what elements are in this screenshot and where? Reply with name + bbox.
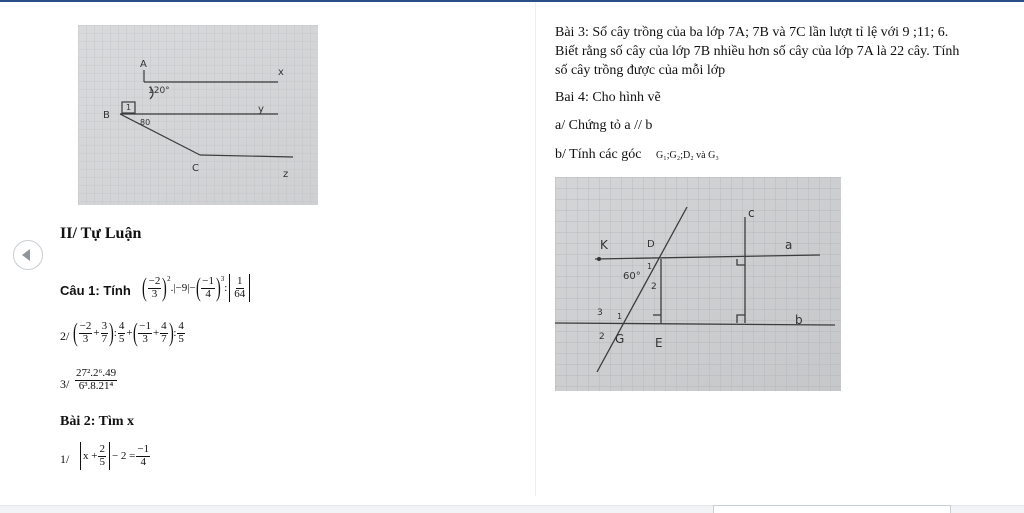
q4-rest: − 2 =: [111, 450, 136, 462]
bai4-part-a: a/ Chứng tỏ a // b: [555, 118, 653, 133]
q3-expression: [74, 368, 118, 392]
fig1-label-y: y: [258, 104, 264, 115]
q1-num-a: −2: [148, 274, 161, 287]
figure-2-drawing: [555, 177, 841, 391]
q2-c: 3: [101, 319, 108, 332]
q4-expression: [78, 442, 151, 470]
bai4-part-b: b/ Tính các góc: [555, 147, 642, 162]
bai3-line2: Biết rằng số cây của lớp 7B nhiều hơn số cây của lớp 7A là 22 cây. Tính: [555, 44, 960, 59]
fig1-label-1: 1: [126, 103, 132, 112]
fig2-label-2: 2: [651, 282, 657, 292]
q2-l: 5: [178, 332, 184, 345]
fig2-label-3: 3: [597, 308, 603, 318]
bai4-angles: G₁;G₂;D₂ và G₃: [656, 150, 719, 161]
figure-photo-2: [555, 177, 841, 391]
q4-b: 5: [99, 455, 105, 468]
q1-colon: :: [224, 282, 228, 294]
q1-exp2: 3: [220, 275, 225, 283]
q2-g: −1: [139, 319, 151, 332]
q1-num-c: −1: [202, 274, 215, 287]
bai3-line3: số cây trồng được của mỗi lớp: [555, 63, 726, 78]
q1-expression: ( $\frac{-2}{3}$ ) $^2$ .|−9|− ( $\frac{-1}{4}$ ) $^3$ : $\frac{1}{64}$: [142, 274, 252, 302]
fig2-label-b: b: [795, 313, 803, 327]
q1-den-d: 4: [205, 287, 211, 300]
q4-label: 1/: [60, 452, 70, 466]
q1-label: Câu 1: Tính: [60, 283, 131, 298]
q1-exp1: 2: [167, 275, 171, 283]
fig1-label-C: C: [192, 163, 199, 174]
fig1-label-80: 80: [140, 118, 151, 127]
q3-label: 3/: [60, 377, 70, 391]
fig2-label-G: G: [615, 332, 625, 346]
fig2-label-1: 1: [647, 262, 653, 271]
bai4-heading: Bai 4: Cho hình vẽ: [555, 90, 661, 105]
essay-heading: II/ Tự Luận: [60, 225, 142, 242]
fig1-label-z: z: [283, 169, 289, 180]
q2-a: −2: [79, 319, 92, 332]
fig2-label-2b: 2: [599, 332, 605, 342]
q2-k: 4: [178, 319, 184, 332]
q4-a: 2: [99, 442, 105, 455]
q1-mid: .|−9|−: [170, 282, 196, 294]
fig2-label-E: E: [655, 336, 663, 350]
fig1-label-B: B: [103, 110, 110, 121]
q1-num-e: 1: [237, 274, 243, 287]
q3-numerator: 27².2⁶.49: [76, 367, 117, 379]
fig2-label-K: K: [600, 238, 608, 252]
fig2-label-c: c: [748, 206, 755, 220]
q1-den-f: 64: [234, 287, 246, 300]
q2-expression: ( $\frac{-2}{3}$ + $\frac{3}{7}$ ) : $\frac{4}{5}$ + ( $\frac{-1}{3}$ + $\frac{4}{7}$ ) : $\frac{4}{5}$: [72, 318, 184, 347]
fig1-label-x: x: [278, 67, 284, 78]
fig2-label-60: 60°: [623, 271, 641, 282]
q2-i: 4: [161, 319, 167, 332]
previous-page-button[interactable]: [13, 240, 43, 270]
q4-x: x +: [83, 450, 98, 462]
fig1-label-120: 120°: [148, 86, 170, 96]
fig2-label-a: a: [785, 238, 793, 252]
fig2-label-1b: 1: [617, 312, 623, 321]
q2-d: 7: [101, 332, 108, 345]
figure-photo-1: [78, 25, 318, 205]
q2-label: 2/: [60, 329, 70, 343]
figure-1-drawing: [78, 25, 318, 205]
q4-d: 4: [140, 455, 146, 468]
bai3-line1: Bài 3: Số cây trồng của ba lớp 7A; 7B và 7C lần lượt tỉ lệ với 9 ;11; 6.: [555, 25, 949, 40]
q2-h: 3: [142, 332, 148, 345]
bai2-heading: Bài 2: Tìm x: [60, 414, 135, 429]
q2-e: 4: [118, 319, 125, 332]
fig2-label-D: D: [647, 239, 655, 250]
q3-denominator: 6³.8.21⁴: [78, 379, 114, 392]
q1-den-b: 3: [151, 287, 158, 300]
q2-b: 3: [82, 332, 89, 345]
column-divider: [535, 2, 536, 496]
top-border: [0, 0, 1024, 2]
q2-j: 7: [161, 332, 167, 345]
fig1-label-A: A: [140, 59, 147, 70]
q2-f: 5: [118, 332, 125, 345]
q4-c: −1: [137, 442, 150, 455]
